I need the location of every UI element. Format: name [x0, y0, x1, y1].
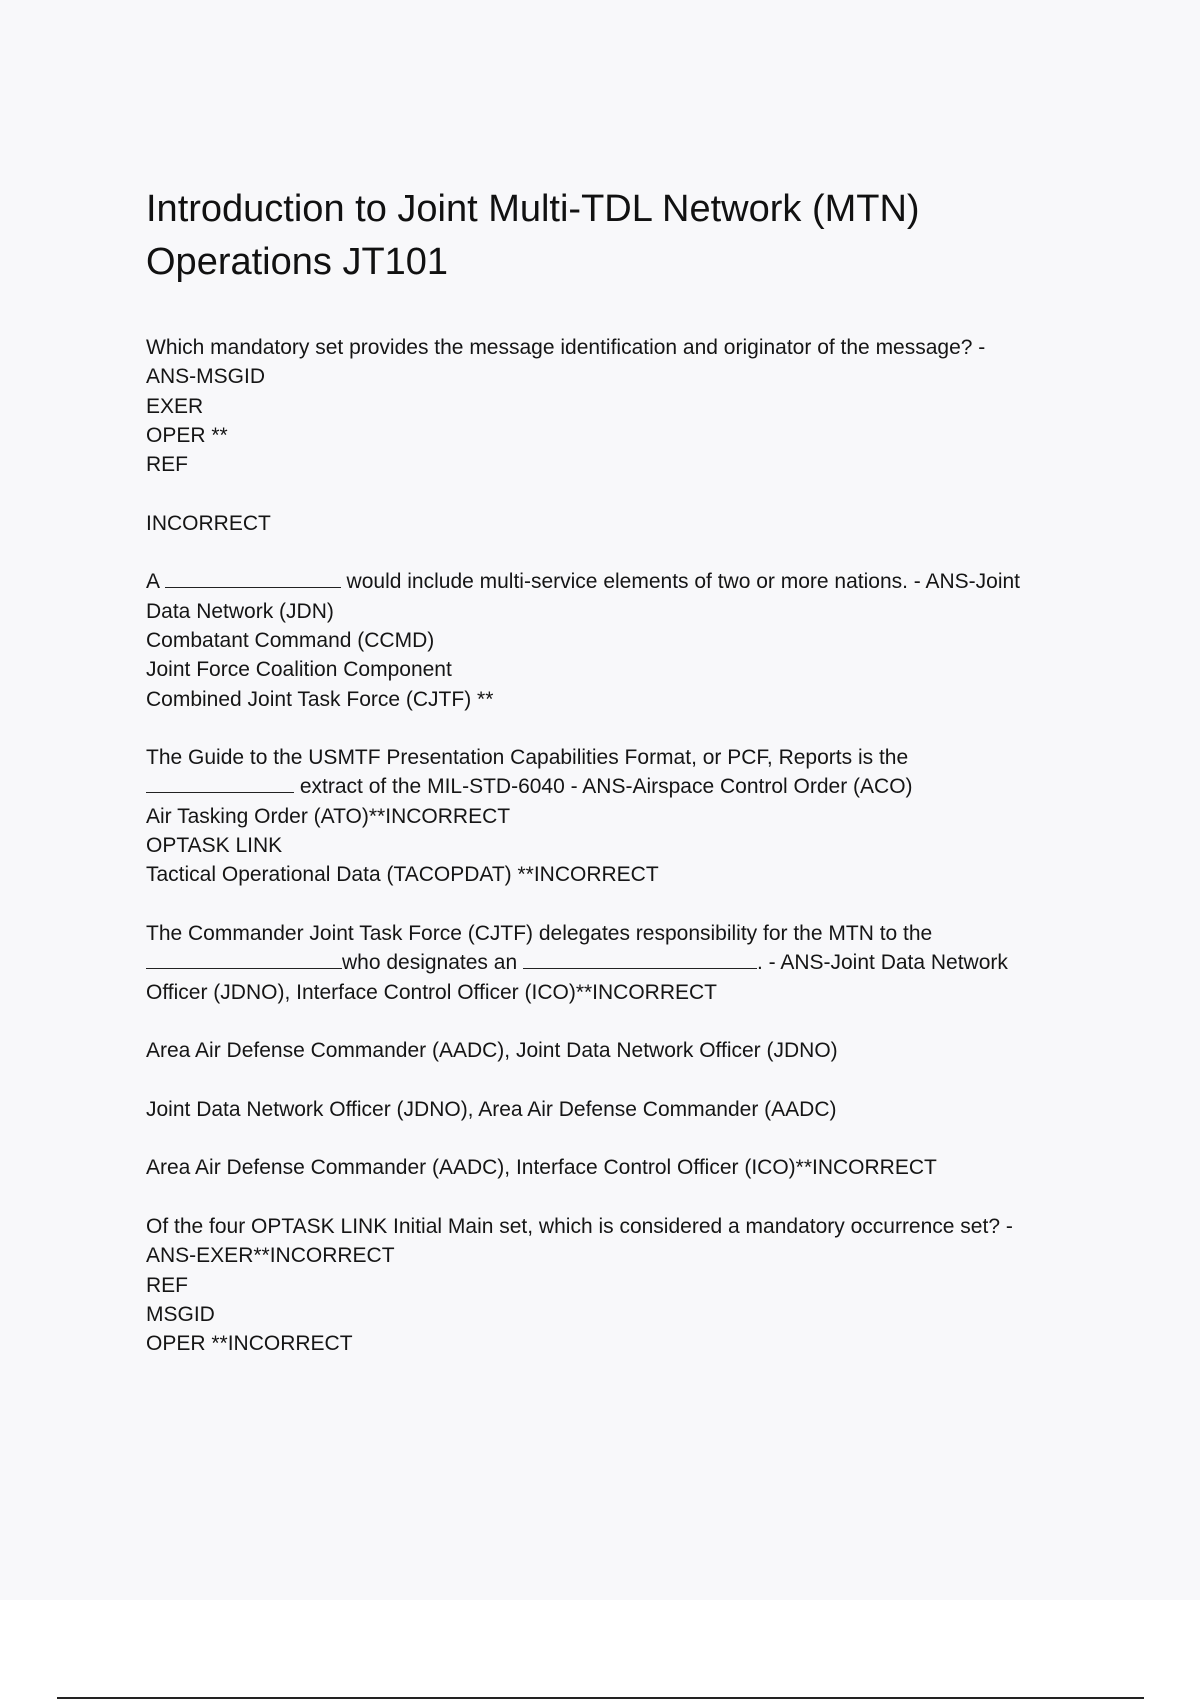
page-divider [57, 1697, 1144, 1699]
question-text-end: . - ANS-Joint Data Network [756, 951, 1008, 975]
answer-option: ANS-MSGID [146, 365, 266, 389]
answer-option: ANS-EXER**INCORRECT [146, 1244, 395, 1268]
document-title [146, 183, 1096, 289]
answer-block [146, 1095, 1096, 1124]
answer-option: Combatant Command (CCMD) [146, 628, 435, 652]
answer-option: Area Air Defense Commander (AADC), Joint Data Network Officer (JDNO) [146, 1039, 838, 1063]
title-line: Introduction to Joint Multi-TDL Network (MTN) [146, 188, 920, 230]
fill-in-blank [165, 567, 341, 588]
question-block [146, 1212, 1096, 1358]
question-text-mid: who designates an [342, 951, 518, 975]
question-text: Of the four OPTASK LINK Initial Main set, which is considered a mandatory occurrence set? - [146, 1214, 1013, 1238]
answer-option: Joint Data Network Officer (JDNO), Area Air Defense Commander (AADC) [146, 1097, 837, 1121]
answer-option: Officer (JDNO), Interface Control Officer (ICO)**INCORRECT [146, 980, 717, 1004]
question-block [146, 509, 1096, 538]
answer-option: Air Tasking Order (ATO)**INCORRECT [146, 804, 511, 828]
question-block [146, 919, 1096, 1007]
question-text [146, 772, 1096, 801]
document-body [146, 333, 1096, 1388]
title-line: Operations JT101 [146, 241, 449, 283]
answer-block [146, 1153, 1096, 1182]
question-text-end: would include multi-service elements of two or more nations. - ANS-Joint [346, 570, 1020, 594]
answer-option: OPER **INCORRECT [146, 1332, 353, 1356]
answer-option: Joint Force Coalition Component [146, 658, 452, 682]
question-text-start: A [146, 570, 159, 594]
answer-option: EXER [146, 394, 204, 418]
fill-in-blank [523, 948, 757, 969]
question-block [146, 567, 1096, 713]
question-text [146, 948, 1096, 977]
answer-option: OPTASK LINK [146, 834, 283, 858]
answer-option: Area Air Defense Commander (AADC), Interface Control Officer (ICO)**INCORRECT [146, 1156, 937, 1180]
answer-option: REF [146, 453, 188, 477]
question-text: The Guide to the USMTF Presentation Capabilities Format, or PCF, Reports is the [146, 746, 909, 770]
answer-option: OPER ** [146, 423, 228, 447]
question-text [146, 567, 1096, 596]
question-text: The Commander Joint Task Force (CJTF) delegates responsibility for the MTN to the [146, 921, 933, 945]
answer-option: MSGID [146, 1302, 215, 1326]
question-block [146, 743, 1096, 889]
answer-option: REF [146, 1273, 188, 1297]
fill-in-blank [146, 772, 294, 793]
fill-in-blank [146, 948, 342, 969]
answer-block [146, 1036, 1096, 1065]
answer-option: Combined Joint Task Force (CJTF) ** [146, 687, 494, 711]
question-block [146, 333, 1096, 479]
answer-option: Tactical Operational Data (TACOPDAT) **INCORRECT [146, 863, 659, 887]
question-text: Which mandatory set provides the message identification and originator of the message? - [146, 336, 986, 359]
result-text: INCORRECT [146, 511, 271, 535]
answer-option: Data Network (JDN) [146, 599, 334, 623]
question-text-end: extract of the MIL-STD-6040 - ANS-Airspace Control Order (ACO) [299, 775, 913, 799]
